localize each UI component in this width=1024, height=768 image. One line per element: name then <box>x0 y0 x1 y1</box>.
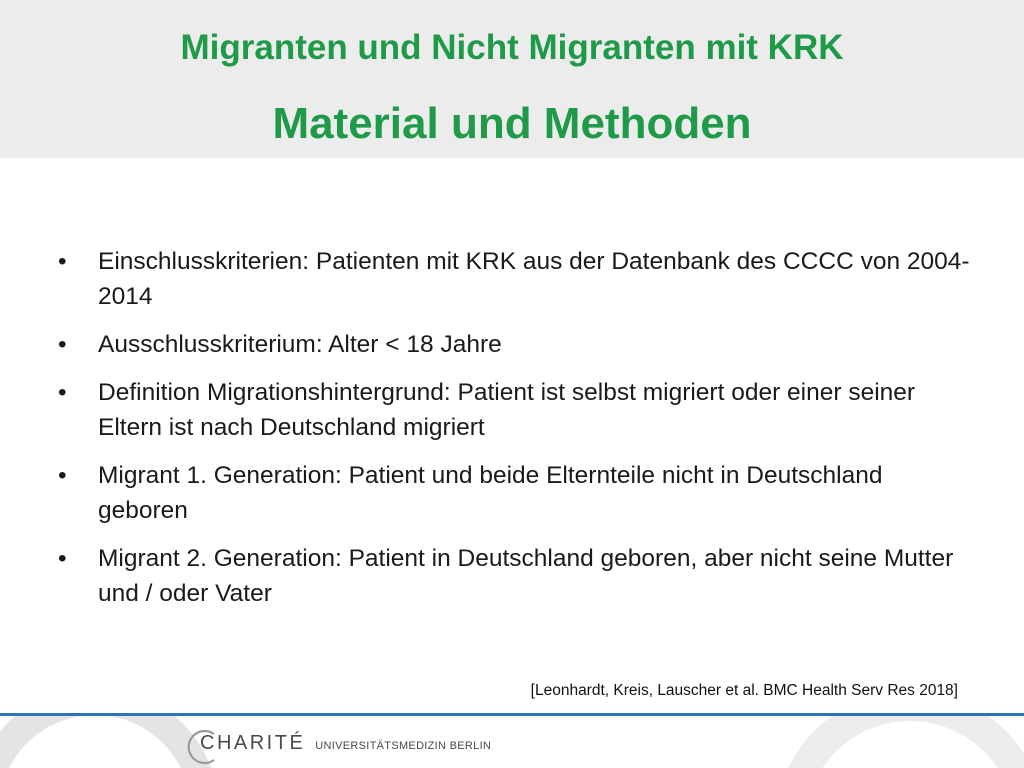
bullet-item-first-generation <box>58 458 978 528</box>
bullet-item-inclusion <box>58 244 978 314</box>
bullet-text: Ausschlusskriterium: Alter < 18 Jahre <box>98 331 502 358</box>
bullet-marker: • <box>58 379 67 406</box>
bullet-item-second-generation <box>58 541 978 611</box>
bullet-item-definition <box>58 375 978 445</box>
logo-name: CHARITÉ <box>200 731 306 754</box>
title-banner <box>0 0 1024 158</box>
decorative-arcs <box>0 716 1024 768</box>
citation: [Leonhardt, Kreis, Lauscher et al. BMC Health Serv Res 2018] <box>530 682 958 699</box>
slide-subtitle: Material und Methoden <box>272 99 752 148</box>
bullet-marker: • <box>58 545 67 572</box>
bullet-marker: • <box>58 331 67 358</box>
bullet-item-exclusion <box>58 327 978 362</box>
bullet-text: Definition Migrationshintergrund: Patient ist selbst migriert oder einer seiner Eltern ist nach Deutschland migriert <box>98 379 916 441</box>
slide-title: Migranten und Nicht Migranten mit KRK <box>180 28 844 67</box>
footer <box>0 716 1024 768</box>
bullet-marker: • <box>58 462 67 489</box>
charite-logo <box>184 726 491 760</box>
logo-subtitle: UNIVERSITÄTSMEDIZIN BERLIN <box>315 739 492 752</box>
bullet-text: Migrant 2. Generation: Patient in Deutschland geboren, aber nicht seine Mutter und / oder Vater <box>98 545 954 607</box>
bullet-marker: • <box>58 248 67 275</box>
bullet-text: Einschlusskriterien: Patienten mit KRK aus der Datenbank des CCCC von 2004-2014 <box>98 248 970 310</box>
bullet-text: Migrant 1. Generation: Patient und beide Elternteile nicht in Deutschland geboren <box>98 462 883 524</box>
bullet-list <box>58 244 978 624</box>
